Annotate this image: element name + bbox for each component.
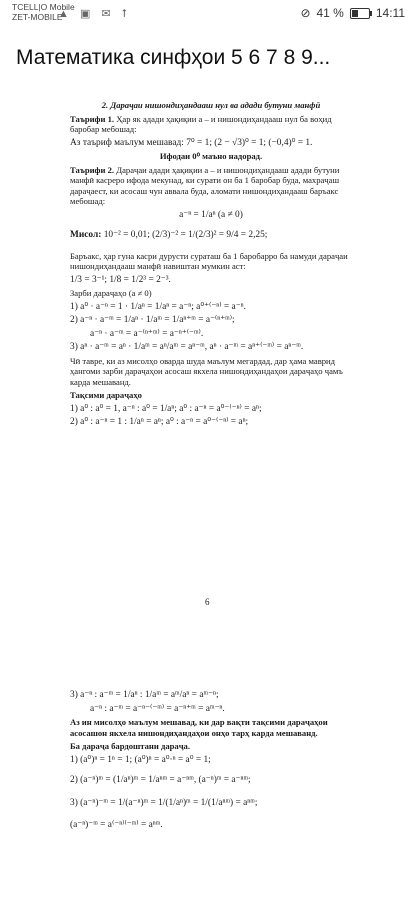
division-rule-1: 1) a⁰ : a⁰ = 1, a⁻ⁿ : a⁰ = 1/aⁿ; a⁰ : a⁻ⁿ = a⁰⁻⁽⁻ⁿ⁾ = aⁿ; [70,403,262,414]
definition-2 [70,165,352,207]
definition-1-label: Таърифи 1. [70,113,115,124]
page-7 [70,690,352,834]
do-not-disturb-icon: ⊘ [300,6,311,20]
power-rule-3: 3) (a⁻ⁿ)⁻ᵐ = 1/(a⁻ⁿ)ᵐ = 1/(1/aⁿ)ᵐ = 1/(1/aⁿᵐ) = aⁿᵐ; [70,797,258,808]
zero-power-note: Ифодаи 0⁰ маъно надорад. [159,151,263,161]
power-rule-1: 1) (a⁰)ⁿ = 1ⁿ = 1; (a⁰)ⁿ = a⁰·ⁿ = a⁰ = 1; [70,754,211,765]
example-zero-formula: 7⁰ = 1; (2 − √3)⁰ = 1; (−0,4)⁰ = 1. [186,137,313,148]
multiplication-rule-2b: a⁻ⁿ · a⁻ᵐ = a⁻⁽ⁿ⁺ᵐ⁾ = a⁻ⁿ⁺⁽⁻ᵐ⁾. [90,328,204,339]
battery-percent: 41 % [316,6,344,20]
division-rule-3: 3) a⁻ⁿ : a⁻ᵐ = 1/aⁿ : 1/aᵐ = aᵐ/aⁿ = aᵐ⁻ⁿ; [70,690,219,700]
multiplication-conclusion: Чӣ тавре, ки аз мисолҳо оварда шуда маълум мегардад, дар ҳама маврид ҳангоми зарби дараҷаҳои асосаш якхела нишондиҳандаҳои дараҷаҳо ҷамъ карда мешаванд. [70,355,343,387]
status-right [300,6,405,20]
app-header [0,30,415,88]
power-of-power-title: Ба дараҷа бардоштани дараҷа. [70,741,190,751]
reverse-formula: 1/3 = 3⁻¹; 1/8 = 1/2³ = 2⁻³. [70,274,171,285]
definition-1-text: Ҳар як адади ҳақиқии a – и нишондиҳандааш нул ба воҳид баробар мебошад: [70,113,332,134]
definition-2-text: Дараҷаи адади ҳақиқии a – и нишондиҳандааш адади бутуни манфӣ касреро ифода мекунад, ки сурати он ба 1 баробар буда, махраҷаш дараҷаест, ки асосаш чун аввала буда, аломати нишондиҳандааш баръакс мебошад: [70,164,340,206]
notification-icons: ▲ ▣ ✉ ⭡ [58,8,131,20]
clock: 14:11 [375,6,405,20]
multiplication-rule-3: 3) aⁿ · a⁻ᵐ = aⁿ · 1/aᵐ = aⁿ/aᵐ = aⁿ⁻ᵐ, aⁿ · a⁻ᵐ = aⁿ⁺⁽⁻ᵐ⁾ = aⁿ⁻ᵐ. [70,342,304,352]
division-rule-2: 2) a⁰ : a⁻ⁿ = 1 : 1/aⁿ = aⁿ; a⁰ : a⁻ⁿ = a⁰⁻⁽⁻ⁿ⁾ = aⁿ; [70,417,249,427]
example-zero-intro: Аз таъриф маълум мешавад: [70,137,184,148]
document-title[interactable]: Математика синфҳои 5 6 7 8 9... [16,46,331,69]
example-zero-power [70,138,352,149]
page-number: 6 [205,597,210,607]
battery-icon [350,8,370,19]
power-rule-2: 2) (a⁻ⁿ)ᵐ = (1/aⁿ)ᵐ = 1/aⁿᵐ = a⁻ⁿᵐ, (a⁻ⁿ)ᵐ = a⁻ⁿᵐ; [70,775,251,785]
status-bar [0,0,415,30]
reverse-text: Баръакс, ҳар гуна касри дурусти сураташ ба 1 баробарро ба намуди дараҷаи нишондиҳандааш манфӣ навиштан мумкин аст: [70,250,348,271]
example-formula: 10⁻² = 0,01; (2/3)⁻² = 1/(2/3)² = 9/4 = 2,25; [103,230,268,240]
definition-1 [70,114,352,135]
definition-2-label: Таърифи 2. [70,164,115,175]
division-title: Тақсими дараҷаҳо [70,390,142,400]
section-heading: 2. Дараҷаи нишондиҳандааш нул ва адади бутуни манфӣ [101,100,321,110]
example-line [70,230,352,241]
power-rule-3b: (a⁻ⁿ)⁻ᵐ = a⁽⁻ⁿ⁾⁽⁻ᵐ⁾ = aⁿᵐ. [70,820,163,830]
carrier-line-1: TCELL|O Mobile [12,2,75,12]
document-viewer[interactable] [0,92,415,900]
page-6 [70,100,352,431]
multiplication-rule-2: 2) a⁻ⁿ · a⁻ᵐ = 1/aⁿ · 1/aᵐ = 1/aⁿ⁺ᵐ = a⁻⁽ⁿ⁺ᵐ⁾; [70,315,235,325]
negative-power-formula: a⁻ⁿ = 1/aⁿ (a ≠ 0) [179,209,243,220]
carrier-line-2: ZET-MOBILE [12,12,63,22]
multiplication-title: Зарби дараҷаҳо (a ≠ 0) [70,288,152,298]
division-rule-3b: a⁻ⁿ : a⁻ᵐ = a⁻ⁿ⁻⁽⁻ᵐ⁾ = a⁻ⁿ⁺ᵐ = aᵐ⁻ⁿ. [90,703,225,714]
division-conclusion: Аз ин мисолҳо маълум мешавад, ки дар вақти тақсими дараҷаҳои асосашон якхела нишондиҳандаҳои онҳо тарҳ карда мешаванд. [70,717,328,738]
multiplication-rule-1: 1) a⁰ · a⁻ⁿ = 1 · 1/aⁿ = 1/aⁿ = a⁻ⁿ; a⁰⁺⁽⁻ⁿ⁾ = a⁻ⁿ. [70,301,246,312]
example-label: Мисол: [70,230,102,240]
